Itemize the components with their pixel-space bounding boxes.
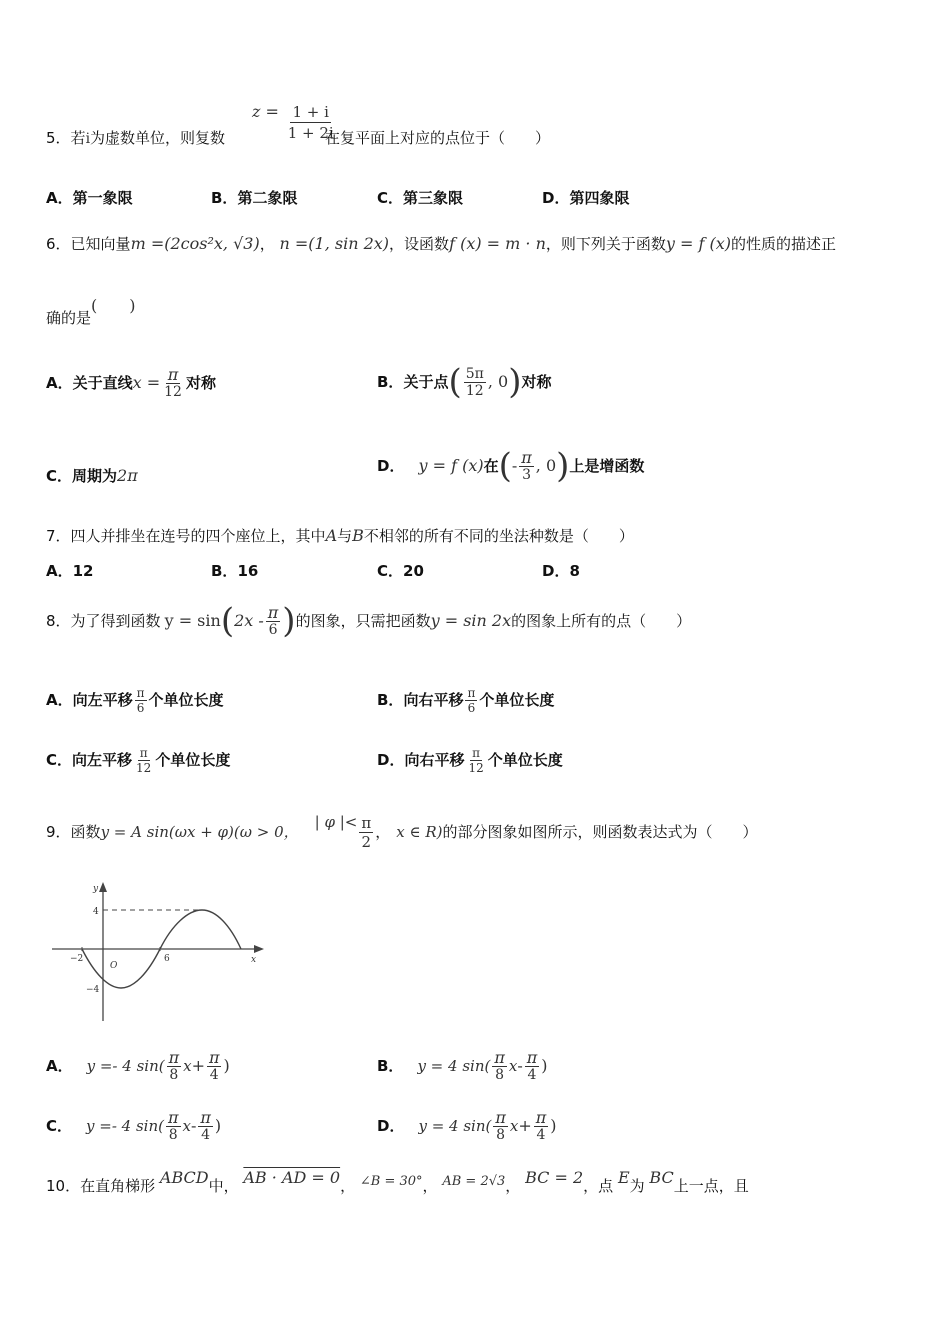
q5-formula: z = $\frac{1 + i}{1 + 2i}$	[252, 102, 334, 142]
tick-label-m2: −2	[70, 954, 84, 964]
q9-option-d[interactable]: D． y = 4 sin( $\frac{\pi}{8}$ x + $\frac{\pi}{4}$ )	[377, 1107, 557, 1143]
q5-option-a[interactable]: A．第一象限	[46, 189, 133, 207]
q9-option-b[interactable]: B． y = 4 sin( $\frac{\pi}{8}$ x - $\frac{\pi}{4}$ )	[377, 1047, 548, 1083]
q7-option-c[interactable]: C．20	[377, 562, 424, 580]
q7-stem: 7．四人并排坐在连号的四个座位上，其中A与B不相邻的所有不同的坐法种数是（ ）	[46, 526, 634, 545]
q8-option-d[interactable]: D． 向右平移 $\frac{\pi}{12}$ 个单位长度	[377, 745, 563, 775]
y-axis-label: y	[93, 884, 99, 894]
q9-option-c[interactable]: C． y =- 4 sin( $\frac{\pi}{8}$ x - $\frac{\pi}{4}$ )	[46, 1107, 222, 1143]
q9-option-a[interactable]: A． y =- 4 sin( $\frac{\pi}{8}$ x + $\frac{\pi}{4}$ )	[46, 1047, 230, 1083]
q8-option-b[interactable]: B． 向右平移 $\frac{\pi}{6}$ 个单位长度	[377, 685, 555, 715]
q8-stem: 8． 为了得到函数 y = sin ( 2x - $\frac{\pi}{6}$ ) 的图象，只需把函数 y = sin 2x 的图象上所有的点（ ）	[46, 601, 692, 641]
sine-graph	[48, 878, 266, 1024]
x-axis-label: x	[251, 955, 257, 965]
tick-label-6: 6	[164, 954, 170, 964]
q8-option-a[interactable]: A． 向左平移 $\frac{\pi}{6}$ 个单位长度	[46, 685, 224, 715]
x-axis-arrow	[254, 945, 264, 953]
q8-option-c[interactable]: C． 向左平移 $\frac{\pi}{12}$ 个单位长度	[46, 745, 231, 775]
q9-stem: 9． 函数 y = A sin(ωx + φ)(ω > 0， | φ |< $\frac{\pi}{2}$ ， x ∈ R) 的部分图象如图所示，则函数表达式为（ ）	[46, 813, 758, 851]
tick-label-4: 4	[93, 907, 99, 917]
q7-option-d[interactable]: D．8	[542, 562, 580, 580]
q6-option-b[interactable]: B． 关于点 ( $\frac{5\pi}{12}$ , 0 ) 对称	[377, 362, 552, 402]
q6-option-d[interactable]: D． y = f (x) 在 ( - $\frac{\pi}{3}$ , 0 ) 上是增函数	[377, 446, 645, 486]
q5-stem: 5．若i为虚数单位，则复数	[46, 129, 226, 147]
q6-option-a[interactable]: A． 关于直线 x = $\frac{\pi}{12}$ 对称	[46, 364, 216, 400]
q7-option-b[interactable]: B．16	[211, 562, 259, 580]
q6-option-c[interactable]: C．周期为2π	[46, 466, 138, 485]
q7-option-a[interactable]: A．12	[46, 562, 94, 580]
q5-option-d[interactable]: D．第四象限	[542, 189, 630, 207]
q5-stem-tail: 在复平面上对应的点位于（ ）	[325, 129, 551, 147]
q5-option-b[interactable]: B．第二象限	[211, 189, 298, 207]
y-axis-arrow	[99, 882, 107, 892]
q6-stem: 6．已知向量m =(2cos²x, √3)， n =(1, sin 2x)，设函数f (x) = m · n，则下列关于函数y = f (x)的性质的描述正	[46, 234, 837, 253]
tick-label-m4: −4	[86, 985, 100, 995]
q6-stem-line2: 确的是( )	[46, 296, 136, 327]
q10-stem: 10．在直角梯形 ABCD中， AB · AD = 0， ∠B = 30°， AB = 2√3， BC = 2，点 E为 BC上一点，且	[46, 1168, 749, 1195]
q5-option-c[interactable]: C．第三象限	[377, 189, 464, 207]
origin-label: O	[110, 961, 118, 971]
